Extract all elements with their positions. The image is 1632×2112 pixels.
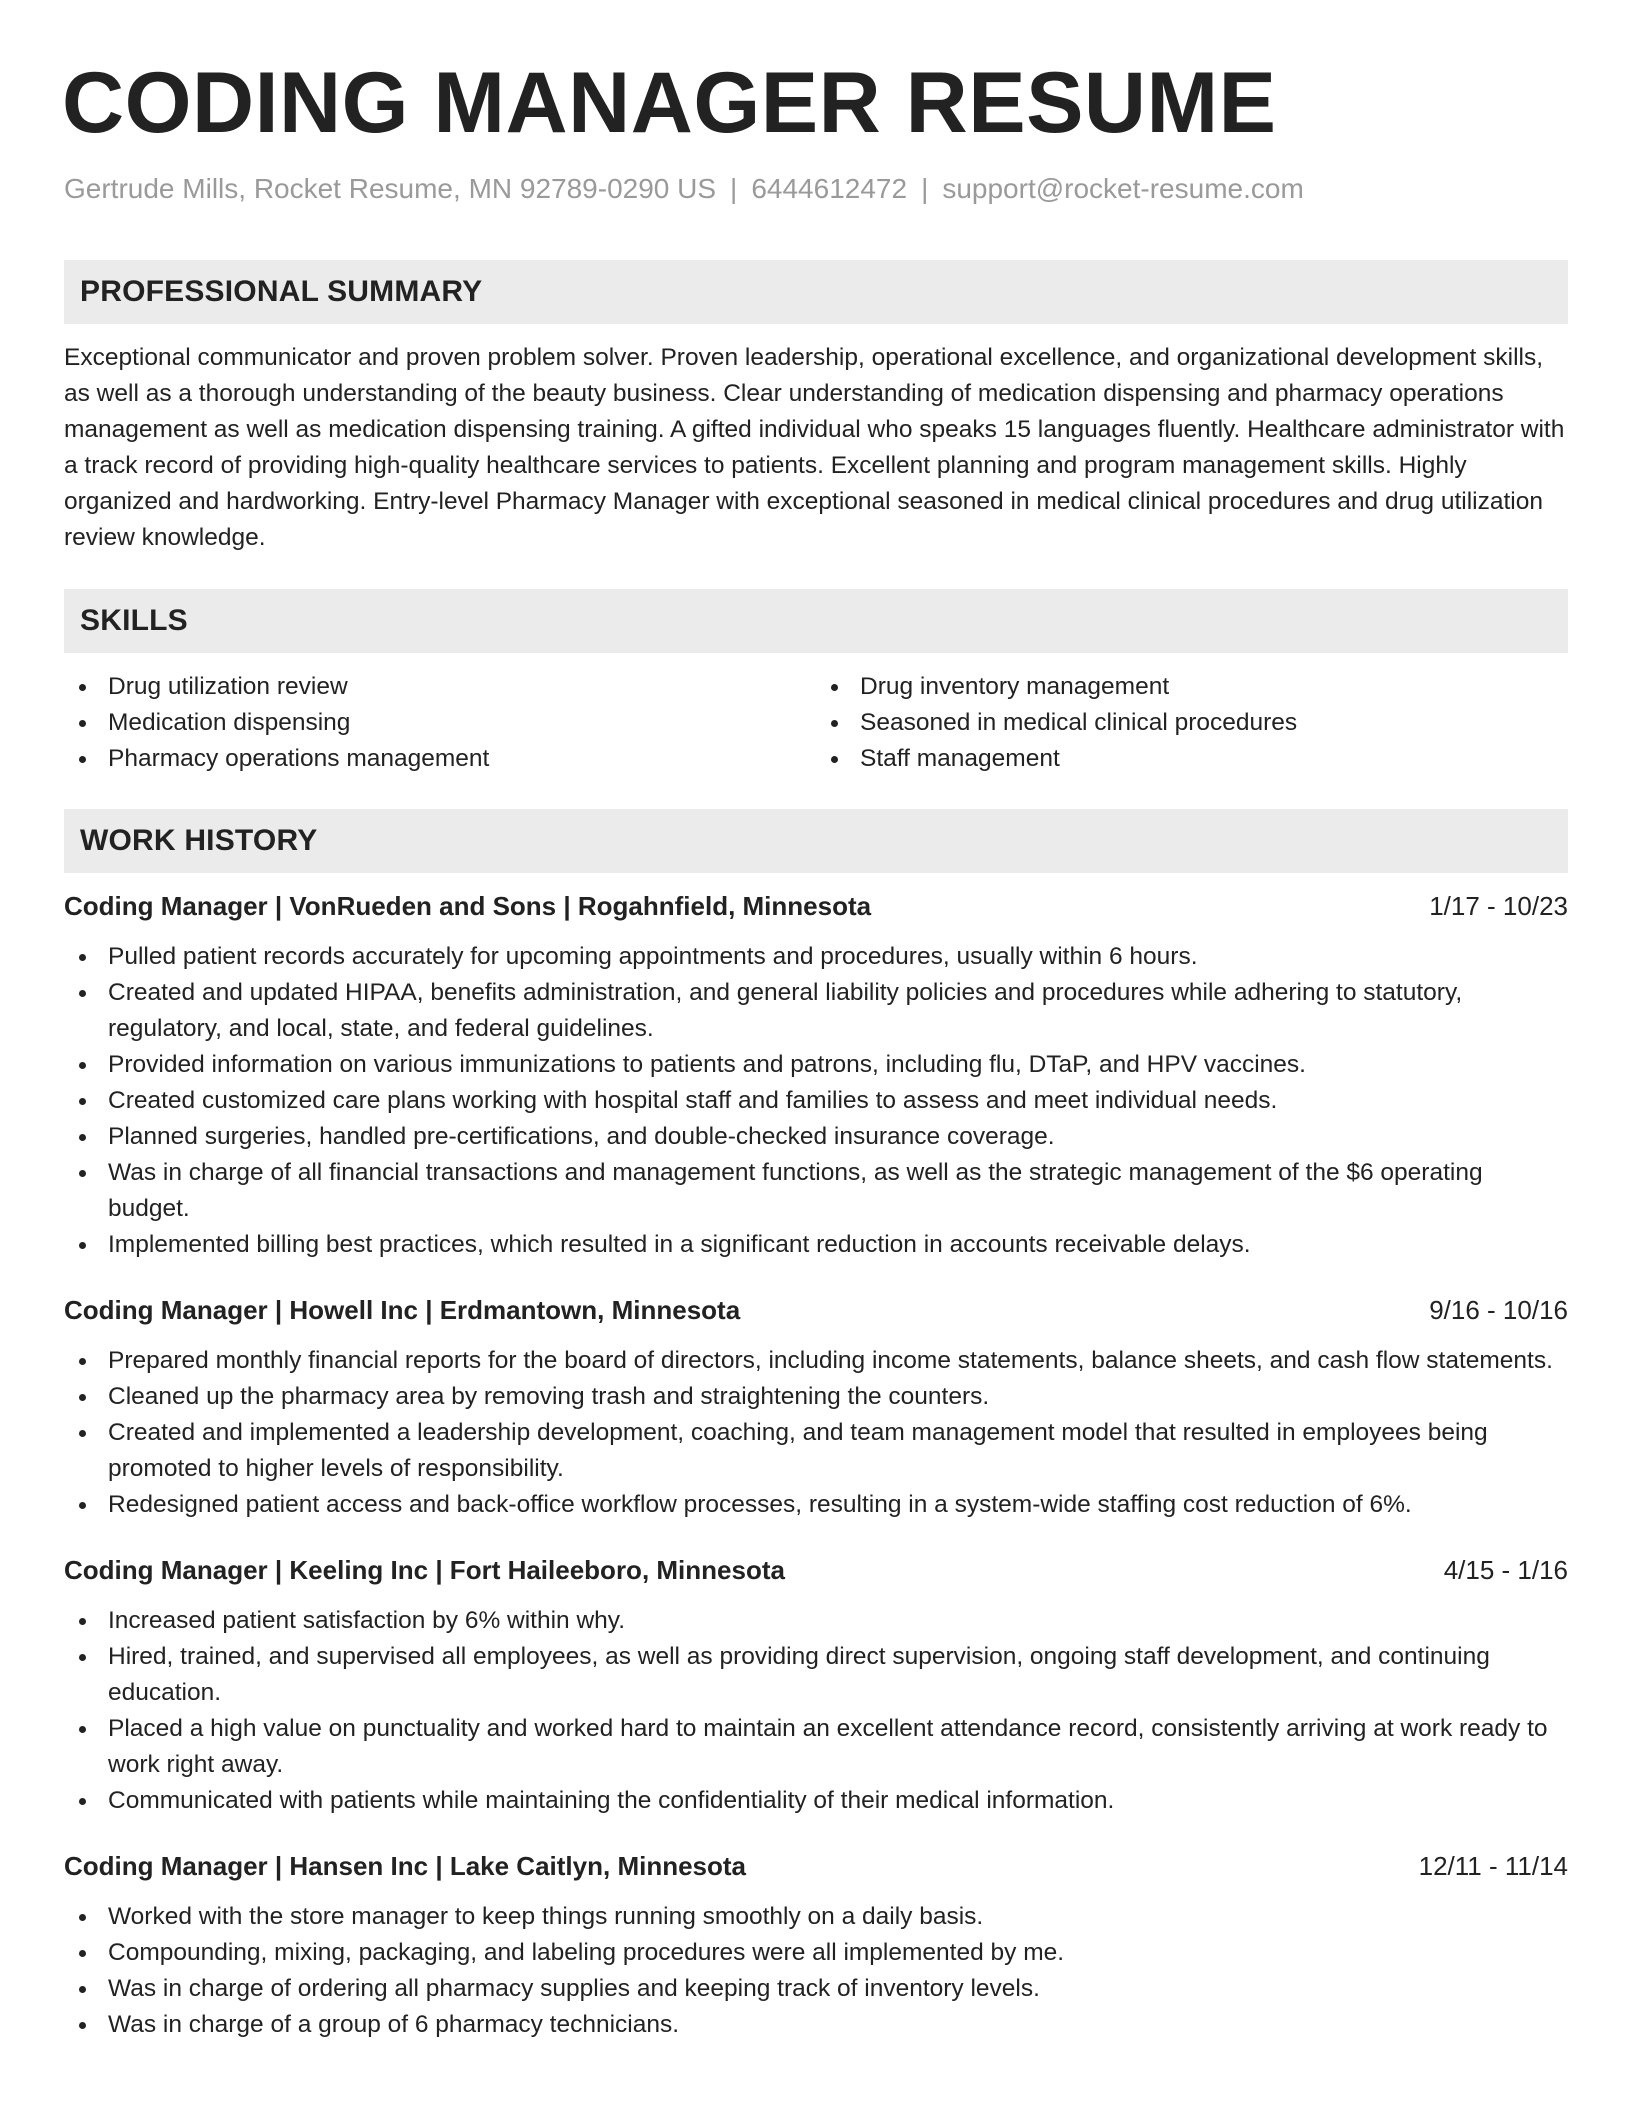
contact-address: Gertrude Mills, Rocket Resume, MN 92789-0290 US [64, 173, 717, 204]
job-entry [64, 1847, 1568, 2043]
job-bullet: Was in charge of a group of 6 pharmacy technicians. [64, 2007, 1568, 2043]
job-bullet: Prepared monthly financial reports for the board of directors, including income statements, balance sheets, and cash flow statements. [64, 1343, 1568, 1379]
job-bullet-list [64, 1603, 1568, 1819]
job-bullet: Was in charge of ordering all pharmacy supplies and keeping track of inventory levels. [64, 1971, 1568, 2007]
skills-list [64, 669, 1568, 777]
page-title: CODING MANAGER RESUME [62, 55, 1277, 151]
skill-item: Pharmacy operations management [64, 741, 816, 777]
job-bullet: Placed a high value on punctuality and worked hard to maintain an excellent attendance record, consistently arriving at work ready to work right away. [64, 1711, 1568, 1783]
job-title: Coding Manager | Keeling Inc | Fort Haileeboro, Minnesota [64, 1554, 785, 1585]
job-entry [64, 887, 1568, 1263]
job-bullet: Cleaned up the pharmacy area by removing trash and straightening the counters. [64, 1379, 1568, 1415]
job-header [64, 1847, 1568, 1885]
section-header-work-history: WORK HISTORY [64, 809, 1568, 873]
skill-item: Medication dispensing [64, 705, 816, 741]
contact-separator: | [921, 173, 929, 204]
job-header [64, 1551, 1568, 1589]
job-header [64, 1291, 1568, 1329]
job-dates: 4/15 - 1/16 [1443, 1554, 1568, 1585]
job-bullet: Compounding, mixing, packaging, and labeling procedures were all implemented by me. [64, 1935, 1568, 1971]
section-header-skills: SKILLS [64, 589, 1568, 653]
contact-separator: | [730, 173, 738, 204]
job-bullet: Pulled patient records accurately for upcoming appointments and procedures, usually within 6 hours. [64, 939, 1568, 975]
job-dates: 12/11 - 11/14 [1418, 1850, 1568, 1881]
skill-item: Drug utilization review [64, 669, 816, 705]
job-title: Coding Manager | VonRueden and Sons | Rogahnfield, Minnesota [64, 890, 872, 921]
skill-item: Drug inventory management [816, 669, 1568, 705]
job-bullet-list [64, 1343, 1568, 1523]
contact-email: support@rocket-resume.com [942, 173, 1304, 204]
job-entry [64, 1291, 1568, 1523]
job-bullet: Increased patient satisfaction by 6% within why. [64, 1603, 1568, 1639]
job-bullet-list [64, 1899, 1568, 2043]
contact-phone: 6444612472 [751, 173, 908, 204]
job-bullet: Created and updated HIPAA, benefits administration, and general liability policies and procedures while adhering to statutory, regulatory, and local, state, and federal guidelines. [64, 975, 1568, 1047]
job-bullet: Hired, trained, and supervised all employees, as well as providing direct supervision, ongoing staff development, and continuing education. [64, 1639, 1568, 1711]
job-bullet: Worked with the store manager to keep things running smoothly on a daily basis. [64, 1899, 1568, 1935]
job-bullet: Communicated with patients while maintaining the confidentiality of their medical information. [64, 1783, 1568, 1819]
job-dates: 1/17 - 10/23 [1429, 890, 1568, 921]
skill-item: Staff management [816, 741, 1568, 777]
skill-item: Seasoned in medical clinical procedures [816, 705, 1568, 741]
contact-line [64, 172, 1568, 206]
job-title: Coding Manager | Hansen Inc | Lake Caitlyn, Minnesota [64, 1850, 747, 1881]
job-bullet-list [64, 939, 1568, 1263]
skills-column-left [64, 669, 816, 777]
job-bullet: Planned surgeries, handled pre-certifications, and double-checked insurance coverage. [64, 1119, 1568, 1155]
job-title: Coding Manager | Howell Inc | Erdmantown, Minnesota [64, 1294, 741, 1325]
job-dates: 9/16 - 10/16 [1429, 1294, 1568, 1325]
job-bullet: Created customized care plans working with hospital staff and families to assess and meet individual needs. [64, 1083, 1568, 1119]
job-header [64, 887, 1568, 925]
skills-column-right [816, 669, 1568, 777]
section-header-summary: PROFESSIONAL SUMMARY [64, 260, 1568, 324]
job-bullet: Redesigned patient access and back-office workflow processes, resulting in a system-wide staffing cost reduction of 6%. [64, 1487, 1568, 1523]
summary-text: Exceptional communicator and proven problem solver. Proven leadership, operational excellence, and organizational development skills, as well as a thorough understanding of the beauty business. Clear understanding of medication dispensing and pharmacy operations management as well as medication dispensing training. A gifted individual who speaks 15 languages fluently. Healthcare administrator with a track record of providing high-quality healthcare services to patients. Excellent planning and program management skills. Highly organized and hardworking. Entry-level Pharmacy Manager with exceptional seasoned in medical clinical procedures and drug utilization review knowledge. [64, 343, 1565, 551]
job-bullet: Implemented billing best practices, which resulted in a significant reduction in accounts receivable delays. [64, 1227, 1568, 1263]
job-bullet: Created and implemented a leadership development, coaching, and team management model that resulted in employees being promoted to higher levels of responsibility. [64, 1415, 1568, 1487]
job-bullet: Was in charge of all financial transactions and management functions, as well as the strategic management of the $6 operating budget. [64, 1155, 1568, 1227]
job-bullet: Provided information on various immunizations to patients and patrons, including flu, DTaP, and HPV vaccines. [64, 1047, 1568, 1083]
job-entry [64, 1551, 1568, 1819]
